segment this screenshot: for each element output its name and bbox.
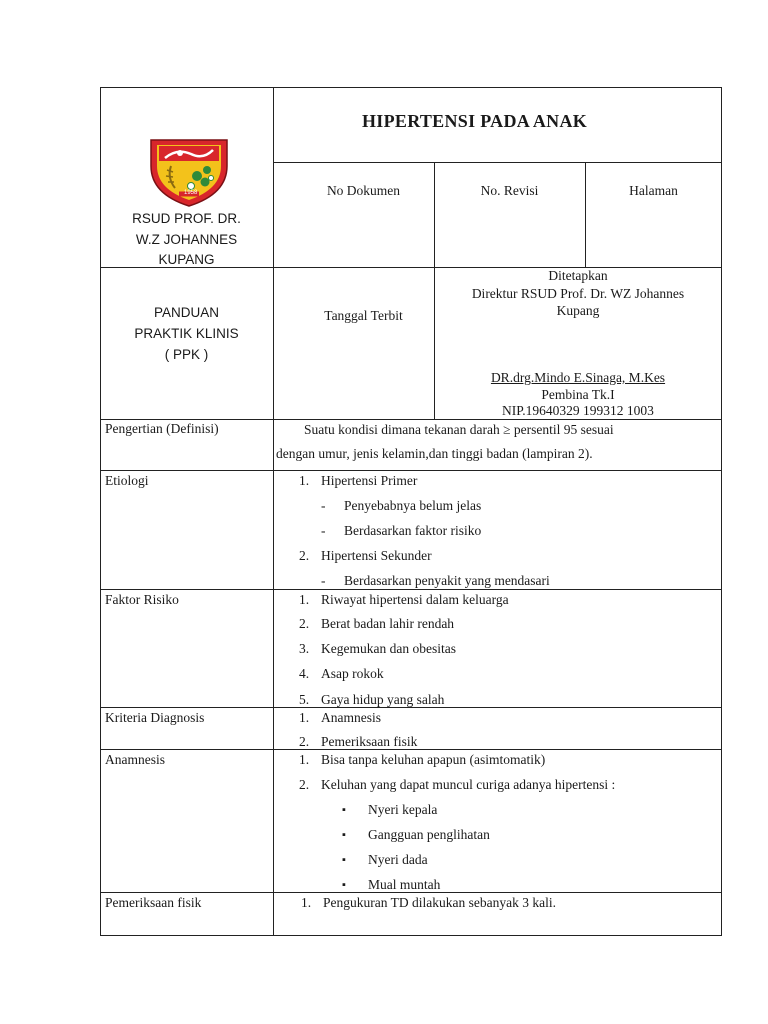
ppk-label-line2: PRAKTIK KLINIS (134, 326, 239, 341)
hospital-logo (147, 136, 231, 208)
col-divider-rev-hal (585, 162, 586, 267)
anamnesis-num-2: 2. (299, 777, 310, 792)
no-revisi-label: No. Revisi (480, 183, 539, 198)
anamnesis-label: Anamnesis (105, 752, 165, 767)
kriteria-num-1: 1. (299, 710, 310, 725)
pemeriksaan-label: Pemeriksaan fisik (105, 895, 202, 910)
anamnesis-num-1: 1. (299, 752, 310, 767)
pemeriksaan-item-1: Pengukuran TD dilakukan sebanyak 3 kali. (323, 895, 556, 910)
hospital-name-line3: KUPANG (158, 252, 215, 267)
kriteria-num-2: 2. (299, 734, 310, 749)
etiologi-dash-3: - (321, 573, 326, 588)
etiologi-sub-2: Berdasarkan faktor risiko (344, 523, 482, 538)
pengertian-text-line2: dengan umur, jenis kelamin,dan tinggi badan (lampiran 2). (276, 446, 593, 461)
row-divider-etiologi (100, 589, 722, 590)
kupang-text: Kupang (556, 303, 600, 318)
direktur-text: Direktur RSUD Prof. Dr. WZ Johannes (471, 286, 685, 301)
faktor-risiko-label: Faktor Risiko (105, 592, 179, 607)
anamnesis-bullet-1: ▪ (342, 804, 346, 816)
faktor-num-1: 1. (299, 592, 310, 607)
faktor-item-4: Asap rokok (321, 666, 384, 681)
ppk-label-line1: PANDUAN (153, 305, 219, 320)
ditetapkan-text: Ditetapkan (548, 268, 608, 283)
ppk-label-line3: ( PPK ) (164, 347, 209, 362)
no-dokumen-label: No Dokumen (326, 183, 401, 198)
document-title: HIPERTENSI PADA ANAK (362, 111, 588, 131)
faktor-num-5: 5. (299, 692, 310, 707)
faktor-num-4: 4. (299, 666, 310, 681)
anamnesis-item-2: Keluhan yang dapat muncul curiga adanya hipertensi : (321, 777, 616, 792)
row-divider-ppk (100, 419, 722, 420)
etiologi-num-1: 1. (299, 473, 310, 488)
etiologi-item-1: Hipertensi Primer (321, 473, 418, 488)
etiologi-dash-1: - (321, 498, 326, 513)
anamnesis-bullet-2: ▪ (342, 829, 346, 841)
anamnesis-bullet-text-2: Gangguan penglihatan (368, 827, 490, 842)
etiologi-num-2: 2. (299, 548, 310, 563)
etiologi-sub-3: Berdasarkan penyakit yang mendasari (344, 573, 550, 588)
signer-rank: Pembina Tk.I (541, 387, 615, 402)
anamnesis-bullet-3: ▪ (342, 854, 346, 866)
faktor-num-3: 3. (299, 641, 310, 656)
etiologi-dash-2: - (321, 523, 326, 538)
pemeriksaan-num-1: 1. (301, 895, 312, 910)
kriteria-label: Kriteria Diagnosis (105, 710, 205, 725)
anamnesis-bullet-text-1: Nyeri kepala (368, 802, 438, 817)
kriteria-item-1: Anamnesis (321, 710, 381, 725)
row-divider-title (273, 162, 722, 163)
hospital-name-line2: W.Z JOHANNES (135, 232, 238, 247)
faktor-item-5: Gaya hidup yang salah (321, 692, 445, 707)
pengertian-text-line1: Suatu kondisi dimana tekanan darah ≥ persentil 95 sesuai (304, 422, 614, 437)
signer-name: DR.drg.Mindo E.Sinaga, M.Kes (490, 370, 666, 385)
hospital-name-line1: RSUD PROF. DR. (132, 211, 241, 226)
anamnesis-item-1: Bisa tanpa keluhan apapun (asimtomatik) (321, 752, 546, 767)
kriteria-item-2: Pemeriksaan fisik (321, 734, 418, 749)
tanggal-terbit-label: Tanggal Terbit (324, 308, 403, 323)
col-divider-left (273, 87, 274, 936)
anamnesis-bullet-text-4: Mual muntah (368, 877, 441, 892)
logo-year: 1958 (184, 190, 198, 196)
faktor-item-1: Riwayat hipertensi dalam keluarga (321, 592, 509, 607)
etiologi-sub-1: Penyebabnya belum jelas (344, 498, 482, 513)
etiologi-item-2: Hipertensi Sekunder (321, 548, 432, 563)
faktor-item-3: Kegemukan dan obesitas (321, 641, 456, 656)
row-divider-pengertian (100, 470, 722, 471)
anamnesis-bullet-text-3: Nyeri dada (368, 852, 428, 867)
signer-nip: NIP.19640329 199312 1003 (502, 403, 654, 418)
col-divider-doc-rev (434, 162, 435, 267)
etiologi-label: Etiologi (105, 473, 149, 488)
anamnesis-bullet-4: ▪ (342, 879, 346, 891)
faktor-num-2: 2. (299, 616, 310, 631)
halaman-label: Halaman (629, 183, 678, 198)
faktor-item-2: Berat badan lahir rendah (321, 616, 455, 631)
pengertian-label: Pengertian (Definisi) (105, 421, 219, 436)
